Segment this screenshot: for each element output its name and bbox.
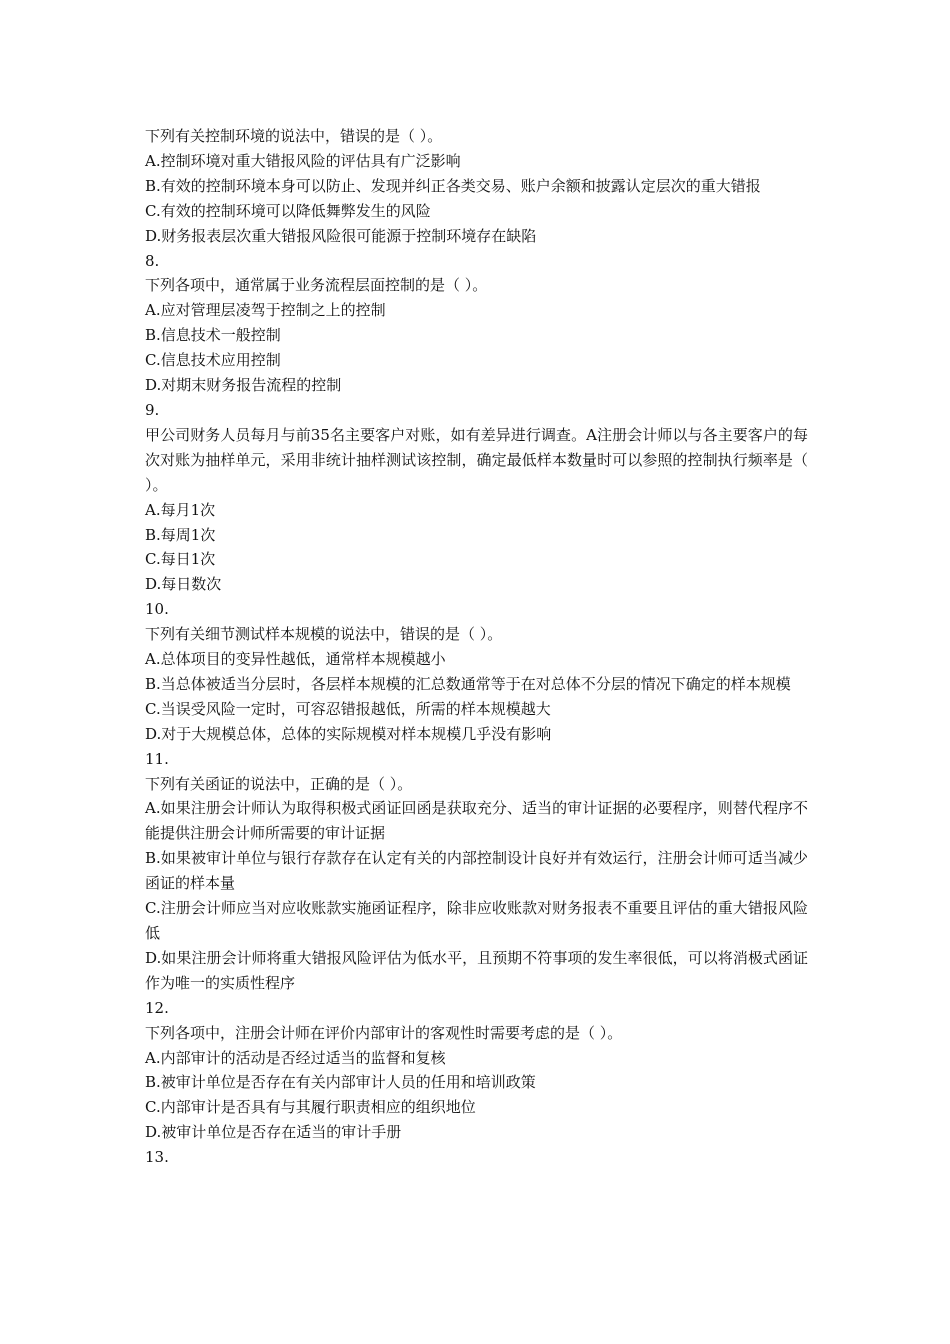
option-d: D.每日数次: [145, 575, 222, 594]
question-number: 13.: [145, 1148, 169, 1167]
question-stem: 下列有关细节测试样本规模的说法中，错误的是（ ）。: [145, 625, 503, 644]
option-a: A.内部审计的活动是否经过适当的监督和复核: [145, 1048, 446, 1067]
option-a: A.每月1次: [145, 500, 216, 519]
option-d: D.对期末财务报告流程的控制: [145, 376, 342, 395]
option-a: A.控制环境对重大错报风险的评估具有广泛影响: [145, 151, 461, 170]
option-c: C.当误受风险一定时，可容忍错报越低，所需的样本规模越大: [145, 699, 551, 718]
option-d: D.财务报表层次重大错报风险很可能源于控制环境存在缺陷: [145, 226, 537, 245]
option-d: D.对于大规模总体，总体的实际规模对样本规模几乎没有影响: [145, 724, 552, 743]
option-b: B.信息技术一般控制: [145, 326, 281, 345]
question-number: 8.: [145, 251, 160, 270]
option-b: B.每周1次: [145, 525, 216, 544]
question-stem: 下列各项中，注册会计师在评价内部审计的客观性时需要考虑的是（ ）。: [145, 1023, 623, 1042]
option-c: C.有效的控制环境可以降低舞弊发生的风险: [145, 201, 431, 220]
option-c: C.内部审计是否具有与其履行职责相应的组织地位: [145, 1098, 476, 1117]
option-a: A.应对管理层凌驾于控制之上的控制: [145, 301, 386, 320]
question-stem: 下列各项中，通常属于业务流程层面控制的是（ ）。: [145, 276, 488, 295]
question-number: 9.: [145, 400, 160, 419]
question-stem: 下列有关控制环境的说法中，错误的是（ ）。: [145, 127, 443, 145]
document-body: [145, 124, 808, 1170]
option-b: B.如果被审计单位与银行存款存在认定有关的内部控制设计良好并有效运行，注册会计师可适当减少函证的样本量: [145, 849, 808, 893]
option-a: A.如果注册会计师认为取得积极式函证回函是获取充分、适当的审计证据的必要程序，则替代程序不能提供注册会计师所需要的审计证据: [145, 799, 808, 843]
question-number: 12.: [145, 998, 169, 1017]
question-number: 11.: [145, 749, 169, 768]
option-b: B.被审计单位是否存在有关内部审计人员的任用和培训政策: [145, 1073, 536, 1092]
question-stem: 甲公司财务人员每月与前35名主要客户对账，如有差异进行调查。A注册会计师以与各主要客户的每次对账为抽样单元，采用非统计抽样测试该控制，确定最低样本数量时可以参照的控制执行频率是（ ）。: [145, 425, 808, 494]
question-number: 10.: [145, 600, 169, 619]
option-d: D.被审计单位是否存在适当的审计手册: [145, 1123, 402, 1142]
option-d: D.如果注册会计师将重大错报风险评估为低水平，且预期不符事项的发生率很低，可以将消极式函证作为唯一的实质性程序: [145, 948, 808, 992]
option-a: A.总体项目的变异性越低，通常样本规模越小: [145, 650, 446, 669]
option-b: B.有效的控制环境本身可以防止、发现并纠正各类交易、账户余额和披露认定层次的重大错报: [145, 176, 761, 195]
option-c: C.每日1次: [145, 550, 216, 569]
question-stem: 下列有关函证的说法中，正确的是（ ）。: [145, 774, 413, 793]
option-c: C.注册会计师应当对应收账款实施函证程序，除非应收账款对财务报表不重要且评估的重大错报风险低: [145, 899, 808, 942]
option-b: B.当总体被适当分层时，各层样本规模的汇总数通常等于在对总体不分层的情况下确定的样本规模: [145, 674, 791, 693]
option-c: C.信息技术应用控制: [145, 351, 281, 370]
